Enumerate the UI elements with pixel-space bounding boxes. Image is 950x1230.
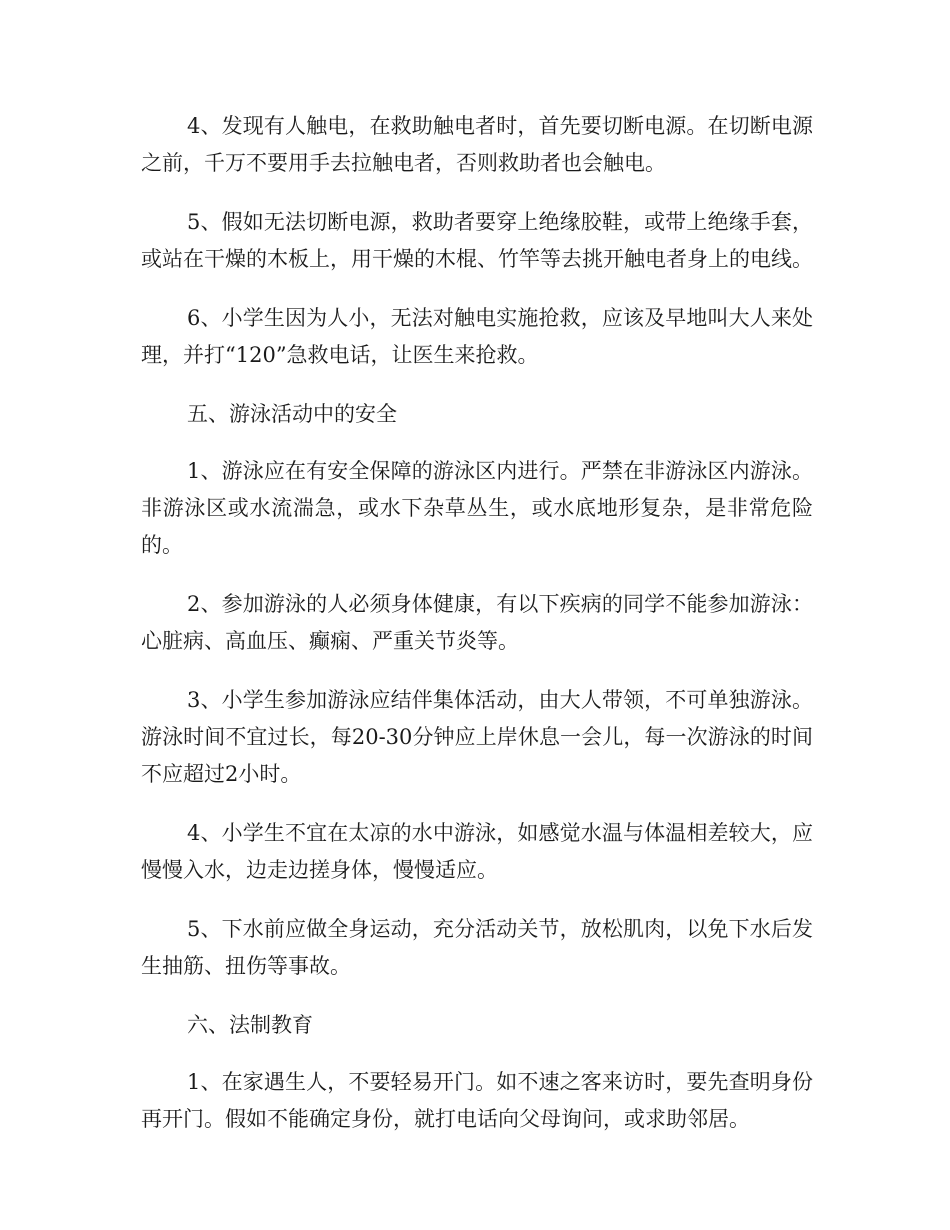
paragraph-electric-4: 4、发现有人触电，在救助触电者时，首先要切断电源。在切断电源之前，千万不要用手去拉触电者，否则救助者也会触电。 xyxy=(141,114,813,175)
paragraph-electric-6: 6、小学生因为人小，无法对触电实施抢救，应该及早地叫大人来处理，并打“120”急救电话，让医生来抢救。 xyxy=(141,306,813,367)
paragraph-swimming-3: 3、小学生参加游泳应结伴集体活动，由大人带领，不可单独游泳。游泳时间不宜过长，每20-30分钟应上岸休息一会儿，每一次游泳的时间不应超过2小时。 xyxy=(141,688,813,786)
paragraph-swimming-1: 1、游泳应在有安全保障的游泳区内进行。严禁在非游泳区内游泳。非游泳区或水流湍急，或水下杂草丛生，或水底地形复杂，是非常危险的。 xyxy=(141,459,813,557)
document-body xyxy=(141,108,813,1160)
paragraph-swimming-4: 4、小学生不宜在太凉的水中游泳，如感觉水温与体温相差较大，应慢慢入水，边走边搓身体，慢慢适应。 xyxy=(141,821,813,882)
section-heading-swimming: 五、游泳活动中的安全 xyxy=(187,402,397,426)
section-heading-legal: 六、法制教育 xyxy=(187,1013,313,1037)
paragraph-legal-1: 1、在家遇生人，不要轻易开门。如不速之客来访时，要先查明身份再开门。假如不能确定身份，就打电话向父母询问，或求助邻居。 xyxy=(141,1070,813,1131)
paragraph-electric-5: 5、假如无法切断电源，救助者要穿上绝缘胶鞋，或带上绝缘手套，或站在干燥的木板上，用干燥的木棍、竹竿等去挑开触电者身上的电线。 xyxy=(141,210,813,271)
paragraph-swimming-2: 2、参加游泳的人必须身体健康，有以下疾病的同学不能参加游泳：心脏病、高血压、癫痫、严重关节炎等。 xyxy=(141,592,813,653)
paragraph-swimming-5: 5、下水前应做全身运动，充分活动关节，放松肌肉，以免下水后发生抽筋、扭伤等事故。 xyxy=(141,917,813,978)
